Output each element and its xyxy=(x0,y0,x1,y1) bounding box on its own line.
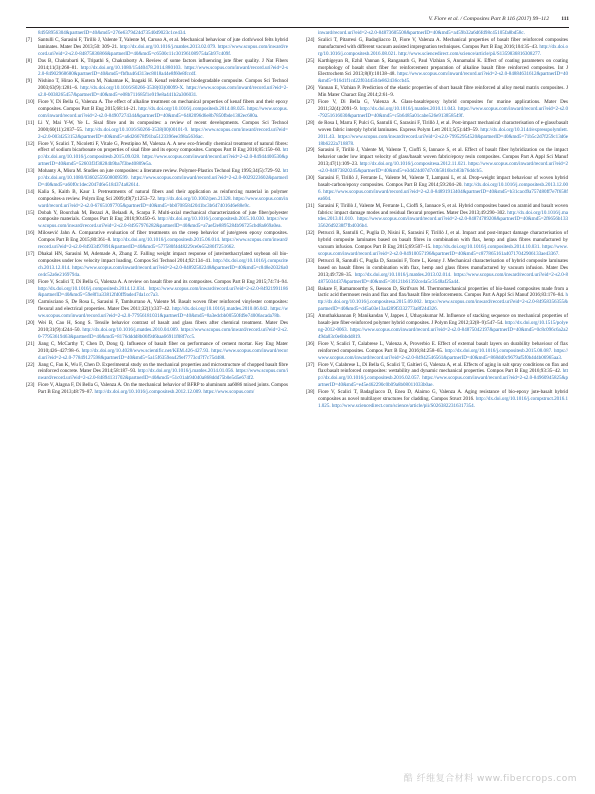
reference-number: [24] xyxy=(306,36,315,43)
reference-entry xyxy=(306,286,568,314)
reference-link[interactable]: http://dx.doi.org/10.1002/pen.21328. https://www.scopus.com/inward/record.uri?eid=2-s2.0-67651097705&partnerID=40&md5=bb07085842041bc3b647401646e88e9c. xyxy=(38,195,288,209)
reference-link[interactable]: http://dx.doi.org/10.1016/j.compositesb.2012.12.009. https://www.scopus.com/ xyxy=(94,389,255,396)
reference-number: [22] xyxy=(26,361,35,368)
reference-number: [8] xyxy=(26,57,32,64)
reference-entry xyxy=(306,389,568,410)
reference-link[interactable]: https://www.scopus.com/inward/record.uri?eid=2-s2.0-84884631612&partnerID=40&md5=916d1f1cd22f0344504e862436ccb45. xyxy=(318,71,568,85)
reference-number: [36] xyxy=(306,340,315,347)
reference-entry xyxy=(306,120,568,148)
reference-number: [26] xyxy=(306,85,315,92)
reference-number: [23] xyxy=(26,382,35,389)
reference-entry xyxy=(26,168,288,189)
reference-link[interactable]: http://dx.doi.org/10.1016/S0266-3538(00)00101-9. https://www.scopus.com/inward/record.uri?eid=2-s2.0-0034253152&partnerID=40&md5=a6d26678f91ba5123396ee398a5636ac. xyxy=(38,126,288,140)
reference-link[interactable]: http://dx.doi.org/10.1016/j.matdes.2013.02.014. https://www.scopus.com/inward/record.uri?eid=2-s2.0-84875034437&partnerID=40&md5=30121b61392ce4a5c3548af25a44. xyxy=(318,271,568,285)
reference-number: [13] xyxy=(26,168,35,175)
reference-citation: Amuthakkannan P, Manikandan V, Jappes J, Uthayakumar M. Influence of stacking sequence on mechanical properties of basalt-jute fiber-reinforced polymer hybrid composites. J Polym Eng 2012;32(8–9):547–54. xyxy=(318,313,568,327)
reference-link[interactable]: http://dx.doi.org/10.1016/j.compositesb.2015.08.087. https://www.scopus.com/inward/record.uri?eid=2-s2.0-84942546561&partnerID=40&md5=868dd0c9679af5f0b4d4b06965aa3. xyxy=(318,347,569,361)
reference-number: [37] xyxy=(306,361,315,368)
reference-citation: Fiore V, Scalici T, Calabrese L, Valenza A, Proverbio E. Effect of external basalt layers on durability behaviour of flax reinforced composites. Compos Part B Eng 2016;84:258–65. xyxy=(318,340,568,354)
reference-link[interactable]: http://dx.doi.org/10.1016/j.compositesb.2014.10.031. https://www.scopus.com/inward/record.uri?eid=2-s2.0-84910057196&partnerID=40&md5=c877865161a40717042906133ae43367. xyxy=(318,244,569,257)
reference-citation: Petrucci R, Santulli C, Puglia D, Sarasini F, Torre L, Kenny J. Mechanical characterisation of hybrid composite laminates based on basalt fibres in combination with flax, hemp and glass fibres manufactured by vacuum infusion. Mater Des 2013;49:728–35. xyxy=(318,257,568,278)
reference-citation: Petrucci R, Santulli C, Puglia D, Nisini E, Sarasini F, Tirillò J, et al. Impact and post-impact damage characterisation of hybrid composite laminates based on basalt fibres in combination with flax, hemp and glass fibres manufactured by vacuum infusion. Compos Part B Eng 2015;69:507–15. xyxy=(318,230,568,251)
reference-citation: Mohanty A, Misra M. Studies on jute composites: a literature review. Polymer-Plastics Technol Eng 1995;34(5):729–92. xyxy=(38,168,282,175)
reference-entry xyxy=(306,85,568,99)
reference-entry xyxy=(26,382,288,396)
reference-number: [15] xyxy=(26,209,35,216)
reference-link[interactable]: 84958956304&partnerID=40&md5=276e6379d24d73540d9023c1ce434. xyxy=(38,30,187,36)
reference-citation: Bakare F, Ramamoorthy S, Ikesson D, Skrifvars M. Thermomechanical properties of bio-based composites made from a lactic acid thermoset resin and flax and flax/basalt fibre reinforcements. Compos Part A Appl Sci Manuf 2016;83:176–84. xyxy=(318,285,568,299)
reference-number: [20] xyxy=(26,320,35,327)
reference-link[interactable]: http://dx.doi.org/10.1016/j.compositesb.2016.08.021. http://www.sciencedirect.com/science/article/pii/S1359836816308277. xyxy=(318,43,568,57)
reference-number: [28] xyxy=(306,119,315,126)
reference-link[interactable]: http://dx.doi.org/10.4028/www.scientific.net/KEM.426-427.93. https://www.scopus.com/inward/record.uri?eid=2-s2.0-77849127598&partnerID=40&md5=5a15f6359ea429ef7773cd7f7c75d488. xyxy=(38,347,288,361)
running-title: V. Fiore et al. / Composites Part B 116 (2017) 99–112 xyxy=(428,16,549,22)
reference-link[interactable]: http://dx.doi.org/10.1016/j.compositesa.2012.11.021. https://www.scopus.com/inward/record.uri?eid=2-s2.0-84873820245&partnerID=40&md5=e3dd24d07d7c0b5816bcb83b76ddcb5. xyxy=(318,161,569,175)
reference-entry xyxy=(26,320,288,341)
reference-number: [7] xyxy=(26,36,32,43)
reference-number: [29] xyxy=(306,147,315,154)
reference-number: [33] xyxy=(306,257,315,264)
reference-number: [11] xyxy=(26,119,35,126)
reference-citation: Sarasini F, Tirillò J, Ferrante L, Valente M, Valente T, Lampani L, et al. Drop-weight impact behaviour of woven hybrid basalt-carbon/epoxy composites. Compos Part B Eng 2014;59:204–20. xyxy=(318,175,568,188)
reference-link[interactable]: http://dx.doi.org/10.1080/03602559508009599. https://www.scopus.com/inward/record.uri?eid=2-s2.0-0029223602&partnerID=40&md5=a60f0c1dec2047d6e5184374a82614. xyxy=(38,168,288,188)
reference-link[interactable]: http://dx.doi.org/10.1016/j.compositesa.2015.09.002. https://www.scopus.com/inward/record.uri?eid=2-s2.0-84958356355&partnerID=40&md5=d45a03e13a4289f3332773a8f24d326. xyxy=(318,292,569,313)
reference-entry xyxy=(26,189,288,210)
reference-entry xyxy=(26,78,288,99)
reference-entry xyxy=(26,230,288,251)
reference-number: [35] xyxy=(306,313,315,320)
reference-citation: Fiore V, Di Bella G, Valenza A. The effect of alkaline treatment on mechanical properties of kenaf fibers and their epoxy composites. Compos Part B Eng 2015;68:14–21. xyxy=(38,99,288,112)
reference-entry xyxy=(306,147,568,175)
reference-number: [38] xyxy=(306,389,315,396)
reference-number: [25] xyxy=(306,57,315,64)
reference-citation: Fiore V, Scalici T, Nicoletti F, Vitale G, Prestipino M, Valenza A. A new eco-friendly chemical treatment of natural fibres: effect of sodium bicarbonate on properties of sisal fibre and its epoxy composites. Compos Part B Eng 2016;85:150–60. xyxy=(38,140,288,154)
reference-citation: Karthigeyan R, Ezhil Vannan S, Ranganath G, Paul Vizhian S, Annamalai K. Effect of coating parameters on coating morphology of basalt short fiber for reinforcement preparation of alkaline basalt fibre reinforced composites. Int J Electrochem Sci 2013;8(8):10138–48. xyxy=(318,57,568,78)
reference-entry xyxy=(306,99,568,120)
reference-number: [30] xyxy=(306,175,315,182)
reference-number: [27] xyxy=(306,99,315,106)
reference-citation: Jiang C, McCarthy T, Chen D, Dong Q. Influence of basalt fiber on performance of cement mortar. Key Eng Mater 2010;426–427:98–6. xyxy=(38,340,288,354)
reference-link[interactable]: http://dx.doi.org/10.1016/j.compositesb.2015.10.030. https://www.scopus.com/inward/record.uri?eid=2-s2.0-84957976282&partnerID=40&md5=a7aef2e8895284b96725cbd8a669a0ea. xyxy=(38,216,288,230)
reference-entry xyxy=(306,362,568,390)
reference-number: [32] xyxy=(306,230,315,237)
reference-citation: Fiore V, Scalici T, Di Bella G, Valenza A. A review on basalt fibre and its composites. Compos Part B Eng 2015;74:74–94. xyxy=(38,278,288,285)
reference-link[interactable]: http://dx.doi.org/10.1515/polyeng-2012-0063. https://www.scopus.com/inward/record.uri?eid=2-s2.0-84875042197&partnerID=40&md5=0c8c096c6a2a249da03c0e6bbdd819. xyxy=(318,320,568,340)
reference-entry xyxy=(26,37,288,58)
reference-entry xyxy=(26,210,288,231)
reference-link[interactable]: http://dx.doi.org/10.1016/j.matdes.2010.06.042. https://www.scopus.com/inward/record.uri?eid=2-s2.0-77956181031&partnerID=40&md5=8a3edcbb00550fd9e74006acada78b. xyxy=(38,306,288,320)
reference-citation: Santulli C, Sarasini F, Tirillò J, Valente T, Valente M, Caruso A, et al. Mechanical behaviour of jute cloth/wool felts hybrid laminates. Mater Des 2013;50: 309–21. xyxy=(38,36,288,50)
reference-entry xyxy=(306,58,568,86)
watermark: 酷 纤维复合材料 www.fibercrops.com xyxy=(403,774,577,784)
reference-citation: Nishino T, Hirao K, Kotera M, Nakamae K, Inagaki H. Kenaf reinforced biodegradable composite. Compos Sci Technol 2003;63(9):1281–6. xyxy=(38,78,288,92)
reference-link[interactable]: http://dx.doi.org/10.1016/j.matdes.2010.11.043. https://www.scopus.com/inward/record.uri?eid=2-s2.0-79251616030&partnerID=40&md5=c5b6485a01cabe526e913858549f. xyxy=(318,105,568,119)
reference-number: [9] xyxy=(26,78,32,85)
reference-entry xyxy=(26,299,288,320)
reference-link[interactable]: http://dx.doi.org/10.1016/j.compositesb.2016.02.057. https://www.scopus.com/inward/record.uri?eid=2-s2.0-84960945825&partnerID=40&md5=e45e462290c0b09a8b08011033b0ae. xyxy=(318,368,568,389)
reference-entry xyxy=(26,99,288,120)
reference-link[interactable]: http://dx.doi.org/10.1016/S0266-3538(03)00099-X. https://www.scopus.com/inward/record.uri?eid=2-s2.0-0038265457&partnerID=40&md5=e08b711685f1e919e8a441b2a306031. xyxy=(38,85,288,99)
reference-citation: Dhakal HN, Sarasini M, Ademade A, Zhang Z. Falling weight impact response of jute/methacrylated soybean oil bio-composites under low velocity impact loading. Compos Sci Technol 2014;92:134–41. xyxy=(38,251,288,264)
reference-link[interactable]: http://dx.doi.org/10.1016/j.compositesb.2014.12.034. https://www.scopus.com/inward/record.uri?eid=2-s2.0-84921991186&partnerID=40&md5=59e8f1a33812fd0ff9ade47da1cc7a3. xyxy=(38,285,288,299)
reference-citation: Das B, Chakrabarti K, Tripathi S, Chakraborty A. Review of some factors influencing jute fiber quality. J Nat Fibers 2014;11(3):268–81. xyxy=(38,57,288,71)
reference-citation: Fiore V, Calabrese L, Di Bella G, Scalici T, Galtieri G, Valenza A, et al. Effects of aging in salt spray conditions on flax and flax/basalt reinforced composites: wettability and dynamic mechanical properties. Compos Part B Eng 2016;93:35–42. xyxy=(318,361,568,375)
reference-link[interactable]: http://dx.doi.org/10.1016/j.compscitech.2013.12.014. https://www.scopus.com/inward/record.uri?eid=2-s2.0-84892502248&partnerID=40&md5=c848e20326a0ce4c52a6e2169794a. xyxy=(38,257,288,278)
reference-number: [10] xyxy=(26,99,35,106)
reference-citation: Dobah Y, Bourchak M, Bezazi A, Belaadi A, Scarpa F. Multi-axial mechanical characterization of jute fiber/polyester composite materials. Compos Part B Eng 2016;90:450–6. xyxy=(38,209,288,223)
reference-citation: Li Y, Mai Y-W, Ye L. Sisal fibre and its composites: a review of recent developments. Compos Sci Technol 2000;60(11):2037–55. xyxy=(38,119,288,133)
reference-entry xyxy=(306,230,568,258)
reference-link[interactable]: http://dx.doi.org/10.1016/j.compositesb.2015.06.014. https://www.scopus.com/inward/record.uri?eid=2-s2.0-84933497891&partnerID=40&md5=577580f4d48229ce0e55286f7251662. xyxy=(38,237,288,251)
reference-citation: Kalia S, Kaith B, Kaur I. Pretreatments of natural fibers and their application as reinforcing material in polymer composites-a review. Polym Eng Sci 2009;49(7):1253–72. xyxy=(38,188,288,202)
reference-number: [19] xyxy=(26,299,35,306)
reference-number: [17] xyxy=(26,251,35,257)
reference-link[interactable]: http://dx.doi.org/10.1016/j.compositesb.2015.09.028. https://www.scopus.com/inward/record.uri?eid=2-s2.0-84944400530&partnerID=40&md5=52603f3f38284b9ba7f3be40809e5a. xyxy=(38,147,288,168)
reference-citation: Sarasini F, Tirillò J, Valente M, Valente T, Cioffi S, Iannace S, et al. Effect of basalt fiber hybridization on the impact behavior under low impact velocity of glass/basalt woven fabric/epoxy resin composites. Compos Part A Appl Sci Manuf 2013;47(1):109–23. xyxy=(318,147,568,168)
reference-entry xyxy=(306,30,568,37)
reference-number: [31] xyxy=(306,202,315,209)
reference-citation: Fiore V, Scalici T, Badagliacco D, Enea D, Alaimo G, Valenza A. Aging resistance of bio-epoxy jute-basalt hybrid composites as novel multilayer structures for cladding. Compos Struct 2016. xyxy=(318,389,568,403)
running-header xyxy=(26,14,569,26)
reference-entry xyxy=(26,341,288,362)
reference-link[interactable]: http://dx.doi.org/10.1016/j.compstruct.2016.11.025. http://www.sciencedirect.com/science/article/pii/S0263822316317354. xyxy=(318,396,569,409)
references-right-column xyxy=(306,30,568,410)
reference-entry xyxy=(26,362,288,383)
reference-entry xyxy=(26,30,288,37)
reference-number: [12] xyxy=(26,140,35,147)
reference-citation: Fiore V, Alagna F, Di Bella G, Valenza A. On the mechanical behavior of BFRP to aluminum aa6086 mixed joints. Compos Part B Eng 2013;48:79–87. xyxy=(38,382,288,396)
reference-citation: Fiore V, Di Bella G, Valenza A. Glass-basalt/epoxy hybrid composites for marine applications. Mater Des 2011;32(4):2091–9. xyxy=(318,99,568,112)
references-left-column xyxy=(26,30,288,396)
reference-entry xyxy=(26,58,288,79)
reference-number: [14] xyxy=(26,188,35,195)
reference-entry xyxy=(306,258,568,286)
reference-link[interactable]: http://dx.doi.org/10.1016/j.compositesb.2013.12.006. https://www.scopus.com/inward/record.uri?eid=2-s2.0-84891913404&partnerID=40&md5=b31cacd9a757d80ff7e7f658fea604. xyxy=(318,181,569,202)
reference-entry xyxy=(26,251,288,279)
reference-citation: Vannan E, Vizhian P. Prediction of the elastic properties of short basalt fibre reinforced al alloy metal matrix composites. J Min Mater Charact Eng 2014;2:61–9. xyxy=(318,85,568,99)
header-rule xyxy=(26,27,569,28)
reference-link[interactable]: inward/record.uri?eid=2-s2.0-84873605508&partnerID=40&md5=a459b32a6d6fd98c45105fa8bd58c. xyxy=(318,30,525,36)
reference-link[interactable]: http://dx.doi.org/10.1016/j.matdes.2010.04.009. https://www.scopus.com/inward/record.uri?eid=2-s2.0-77953619463&partnerID=40&md5=8176dddd8b06f946baa66911f08f7cc5. xyxy=(38,326,289,340)
reference-entry xyxy=(306,341,568,362)
reference-number: [21] xyxy=(26,340,35,347)
reference-link[interactable]: http://dx.doi.org/10.1016/j.matdes.2014.01.056. https://www.scopus.com/inward/record.uri?eid=2-s2.0-84894131702&partnerID=40&md5=51c01ab94040a868ddd75b0e5d5e674f2. xyxy=(38,368,288,382)
reference-link[interactable]: http://dx.doi.org/10.3144/expresspolymlett.2011.43. https://www.scopus.com/inward/record.uri?eid=2-s2.0-79952954520&partnerID=40&md5=71b5c2d7f259c13d6e18b6222a718878. xyxy=(318,126,569,147)
reference-link[interactable]: http://dx.doi.org/10.1080/15440478.2014.880103. https://www.scopus.com/inward/record.uri?eid=2-s2.0-84902968680&partnerID=40&md5=fbfba464313ec8018a44e8f60e8fccdf. xyxy=(38,64,288,78)
reference-entry xyxy=(26,120,288,141)
reference-link[interactable]: http://dx.doi.org/10.1016/j.matdes.2013.01.010. https://www.scopus.com/inward/record.uri?eid=2-s2.0-84874789208&partnerID=40&md5=2f6656b13335626d9238f7fb4036b4. xyxy=(318,209,568,230)
reference-citation: Milosević Jahn A. Comparative evaluation of fiber treatments on the creep behavior of jute/green epoxy composites. Compos Part B Eng 2015;80:361–8. xyxy=(38,230,288,244)
reference-citation: Sarasini F, Tirillò J, Valente M, Ferrante L, Cioffi S, Iannace S, et al. Hybrid composites based on aramid and basalt woven fabrics: impact damage modes and residual flexural properties. Mater Des 2013;49:290–302. xyxy=(318,202,568,216)
reference-entry xyxy=(306,175,568,203)
reference-number: [18] xyxy=(26,278,35,285)
reference-link[interactable]: http://dx.doi.org/10.1016/j.matdes.2013.02.079. https://www.scopus.com/inward/record.uri?eid=2-s2.0-84875836866&partnerID=40&md5=c6500c11c301961089754a5b97c409f. xyxy=(38,43,289,57)
reference-entry xyxy=(306,203,568,231)
reference-link[interactable]: http://dx.doi.org/10.1016/j.compositesb.2014.08.025. https://www.scopus.com/inward/record.uri?eid=2-s2.0-84907274344&partnerID=40&md5=6482096d6e8b7850fbde1382ec680a. xyxy=(38,105,288,119)
reference-citation: Jiang C, Fan K, Wu F, Chen D. Experimental study on the mechanical properties and microstructure of chopped basalt fibre reinforced concrete. Mater Des 2014;58:187–93. xyxy=(38,361,288,375)
reference-entry xyxy=(26,279,288,300)
reference-citation: Carmisciano S, De Rosa L, Sarasini F, Tamburrano A, Valente M. Basalt woven fiber reinforced vinylester composites: flexural and electrical properties. Mater Des 2011;32(1):337–42. xyxy=(38,299,288,313)
reference-entry xyxy=(26,141,288,169)
reference-number: [34] xyxy=(306,285,315,292)
reference-entry xyxy=(306,313,568,341)
reference-citation: Scalici T, Pitarresi G, Badagliacco D, Fiore V, Valenza A. Mechanical properties of basalt fiber reinforced composites manufactured with different vacuum assisted impregnation techniques. Compos Part B Eng 2016;104:35–43. xyxy=(318,36,568,50)
page-number: 111 xyxy=(561,16,569,22)
reference-citation: Wei B, Cao H, Song S. Tensile behavior contrast of basalt and glass fibers after chemical treatment. Mater Des 2010;31(9):4244–50. xyxy=(38,320,288,333)
reference-number: [16] xyxy=(26,230,35,237)
reference-entry xyxy=(306,37,568,58)
reference-citation: de Rosa I, Marra F, Pulci G, Santulli C, Sarasini F, Tirillò J, et al. Post-impact mechanical characterisation of e-glass/basalt woven fabric interply hybrid laminates. Express Polym Lett 2011;5(5):449–59. xyxy=(318,119,568,133)
